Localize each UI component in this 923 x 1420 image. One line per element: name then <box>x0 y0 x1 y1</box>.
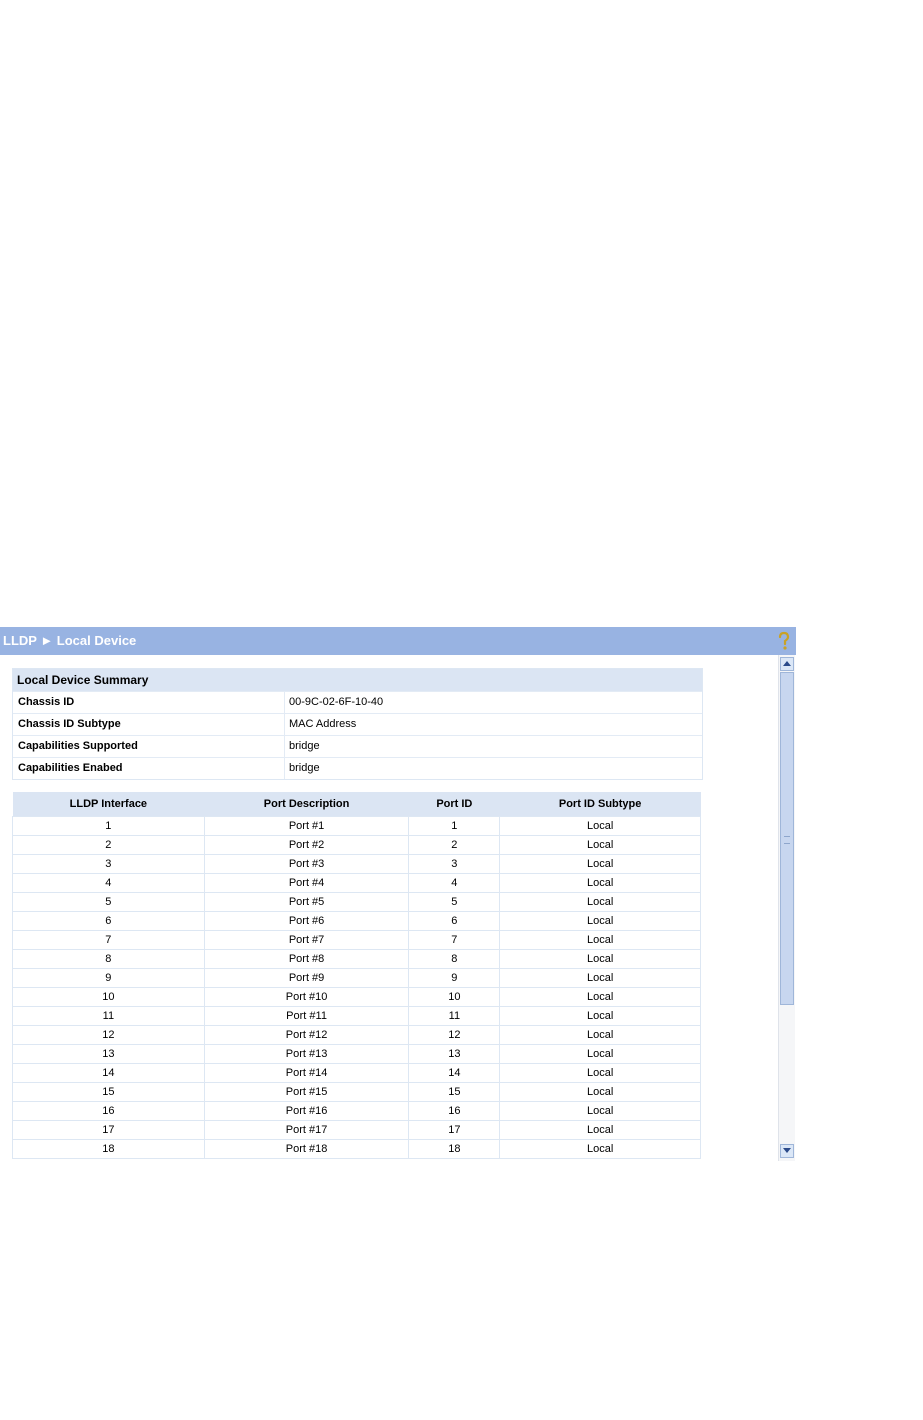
bottom-doc-table-row <box>0 1323 921 1360</box>
summary-value: 00-9C-02-6F-10-40 <box>289 696 384 708</box>
chevron-down-icon <box>783 1148 791 1153</box>
cell-lldp-interface: 14 <box>13 1064 205 1083</box>
cell-port-id: 2 <box>409 836 500 855</box>
ports-table-body <box>13 817 701 1159</box>
cell-lldp-interface: 6 <box>13 912 205 931</box>
cell-port-id: 9 <box>409 969 500 988</box>
cell-port-id-subtype: Local <box>500 874 701 893</box>
cell-port-id-subtype: Local <box>500 855 701 874</box>
help-icon[interactable] <box>777 631 791 651</box>
top-doc-table-row <box>0 280 921 317</box>
cell-lldp-interface: 2 <box>13 836 205 855</box>
cell-port-description: Port #13 <box>204 1045 409 1064</box>
cell-port-id: 15 <box>409 1083 500 1102</box>
cell-port-id-subtype: Local <box>500 1121 701 1140</box>
cell-port-id-subtype: Local <box>500 836 701 855</box>
table-row <box>13 1102 701 1121</box>
cell-port-id: 10 <box>409 988 500 1007</box>
cell-lldp-interface: 4 <box>13 874 205 893</box>
cell-lldp-interface: 10 <box>13 988 205 1007</box>
top-doc-table-header <box>0 29 921 69</box>
ports-table-header <box>13 792 701 817</box>
top-doc-table-row <box>0 130 921 166</box>
cell-port-id: 11 <box>409 1007 500 1026</box>
column-header-port-id-subtype[interactable]: Port ID Subtype <box>500 792 701 817</box>
table-row <box>13 950 701 969</box>
cell-lldp-interface: 13 <box>13 1045 205 1064</box>
table-row <box>13 1121 701 1140</box>
cell-port-description: Port #8 <box>204 950 409 969</box>
bottom-doc-table-row <box>0 1361 921 1417</box>
summary-label: Capabilities Enabed <box>18 762 123 774</box>
cell-lldp-interface: 17 <box>13 1121 205 1140</box>
cell-port-description: Port #9 <box>204 969 409 988</box>
content-area <box>0 655 778 1161</box>
cell-port-id-subtype: Local <box>500 988 701 1007</box>
chevron-up-icon <box>783 661 791 666</box>
cell-port-id-subtype: Local <box>500 931 701 950</box>
cell-port-id-subtype: Local <box>500 950 701 969</box>
top-doc-table-row <box>0 318 921 374</box>
cell-port-id: 13 <box>409 1045 500 1064</box>
cell-port-description: Port #4 <box>204 874 409 893</box>
cell-port-id: 6 <box>409 912 500 931</box>
cell-lldp-interface: 5 <box>13 893 205 912</box>
table-row <box>13 855 701 874</box>
scrollbar-thumb[interactable] <box>780 672 794 1005</box>
cell-port-id-subtype: Local <box>500 1102 701 1121</box>
cell-port-description: Port #3 <box>204 855 409 874</box>
ports-table <box>12 792 701 1159</box>
cell-port-description: Port #10 <box>204 988 409 1007</box>
cell-port-id: 12 <box>409 1026 500 1045</box>
cell-port-id: 14 <box>409 1064 500 1083</box>
cell-port-id-subtype: Local <box>500 1026 701 1045</box>
table-row <box>13 1083 701 1102</box>
table-row <box>13 836 701 855</box>
summary-row-chassis-id <box>13 691 702 713</box>
cell-port-id: 3 <box>409 855 500 874</box>
summary-label: Capabilities Supported <box>18 740 138 752</box>
summary-row-capabilities-enabled <box>13 757 702 779</box>
table-row <box>13 1140 701 1159</box>
cell-port-description: Port #15 <box>204 1083 409 1102</box>
top-doc-table-row <box>0 72 921 129</box>
table-row <box>13 969 701 988</box>
cell-port-description: Port #18 <box>204 1140 409 1159</box>
cell-port-description: Port #5 <box>204 893 409 912</box>
table-row <box>13 912 701 931</box>
cell-port-description: Port #11 <box>204 1007 409 1026</box>
bottom-doc-table-row <box>0 1285 921 1322</box>
column-header-lldp-interface[interactable]: LLDP Interface <box>13 792 205 817</box>
cell-port-description: Port #12 <box>204 1026 409 1045</box>
grip-icon <box>784 836 790 844</box>
top-doc-table-row <box>0 167 921 204</box>
scroll-up-button[interactable] <box>780 657 794 671</box>
table-row <box>13 1007 701 1026</box>
top-doc-table-row <box>0 243 921 279</box>
cell-port-description: Port #2 <box>204 836 409 855</box>
cell-port-id-subtype: Local <box>500 1045 701 1064</box>
table-row <box>13 1045 701 1064</box>
cell-port-description: Port #17 <box>204 1121 409 1140</box>
bottom-doc-table-row <box>0 1247 921 1284</box>
summary-row-chassis-id-subtype <box>13 713 702 735</box>
cell-port-description: Port #14 <box>204 1064 409 1083</box>
cell-port-description: Port #1 <box>204 817 409 836</box>
summary-title: Local Device Summary <box>13 669 702 691</box>
table-row <box>13 988 701 1007</box>
cell-lldp-interface: 9 <box>13 969 205 988</box>
cell-lldp-interface: 1 <box>13 817 205 836</box>
cell-port-id-subtype: Local <box>500 969 701 988</box>
cell-lldp-interface: 18 <box>13 1140 205 1159</box>
cell-lldp-interface: 16 <box>13 1102 205 1121</box>
table-row <box>13 817 701 836</box>
cell-port-id-subtype: Local <box>500 1007 701 1026</box>
cell-port-id-subtype: Local <box>500 1064 701 1083</box>
cell-lldp-interface: 15 <box>13 1083 205 1102</box>
table-row <box>13 1026 701 1045</box>
summary-value: bridge <box>289 740 320 752</box>
cell-port-description: Port #7 <box>204 931 409 950</box>
cell-port-id: 7 <box>409 931 500 950</box>
summary-value: MAC Address <box>289 718 357 730</box>
cell-lldp-interface: 8 <box>13 950 205 969</box>
table-row <box>13 874 701 893</box>
cell-port-id: 17 <box>409 1121 500 1140</box>
cell-lldp-interface: 7 <box>13 931 205 950</box>
local-device-summary <box>12 668 703 780</box>
cell-port-id: 18 <box>409 1140 500 1159</box>
cell-port-description: Port #6 <box>204 912 409 931</box>
cell-port-id: 1 <box>409 817 500 836</box>
lldp-local-device-window <box>0 627 796 1161</box>
title-bar <box>0 627 796 655</box>
summary-value: bridge <box>289 762 320 774</box>
table-row <box>13 931 701 950</box>
cell-lldp-interface: 11 <box>13 1007 205 1026</box>
summary-label: Chassis ID <box>18 696 75 708</box>
cell-port-id-subtype: Local <box>500 817 701 836</box>
cell-port-id-subtype: Local <box>500 893 701 912</box>
table-row <box>13 893 701 912</box>
scroll-down-button[interactable] <box>780 1144 794 1158</box>
cell-port-id: 4 <box>409 874 500 893</box>
cell-port-id-subtype: Local <box>500 912 701 931</box>
cell-lldp-interface: 12 <box>13 1026 205 1045</box>
cell-port-id-subtype: Local <box>500 1140 701 1159</box>
table-row <box>13 1064 701 1083</box>
vertical-scrollbar[interactable] <box>778 655 795 1161</box>
summary-label: Chassis ID Subtype <box>18 718 121 730</box>
summary-row-capabilities-supported <box>13 735 702 757</box>
column-header-port-description[interactable]: Port Description <box>204 792 409 817</box>
bottom-doc-table-header <box>0 1172 921 1208</box>
top-doc-table-row <box>0 205 921 242</box>
cell-port-id-subtype: Local <box>500 1083 701 1102</box>
cell-lldp-interface: 3 <box>13 855 205 874</box>
page-title: LLDP ► Local Device <box>3 633 137 648</box>
cell-port-id: 5 <box>409 893 500 912</box>
column-header-port-id[interactable]: Port ID <box>409 792 500 817</box>
bottom-doc-table-row <box>0 1211 921 1246</box>
cell-port-description: Port #16 <box>204 1102 409 1121</box>
cell-port-id: 8 <box>409 950 500 969</box>
cell-port-id: 16 <box>409 1102 500 1121</box>
